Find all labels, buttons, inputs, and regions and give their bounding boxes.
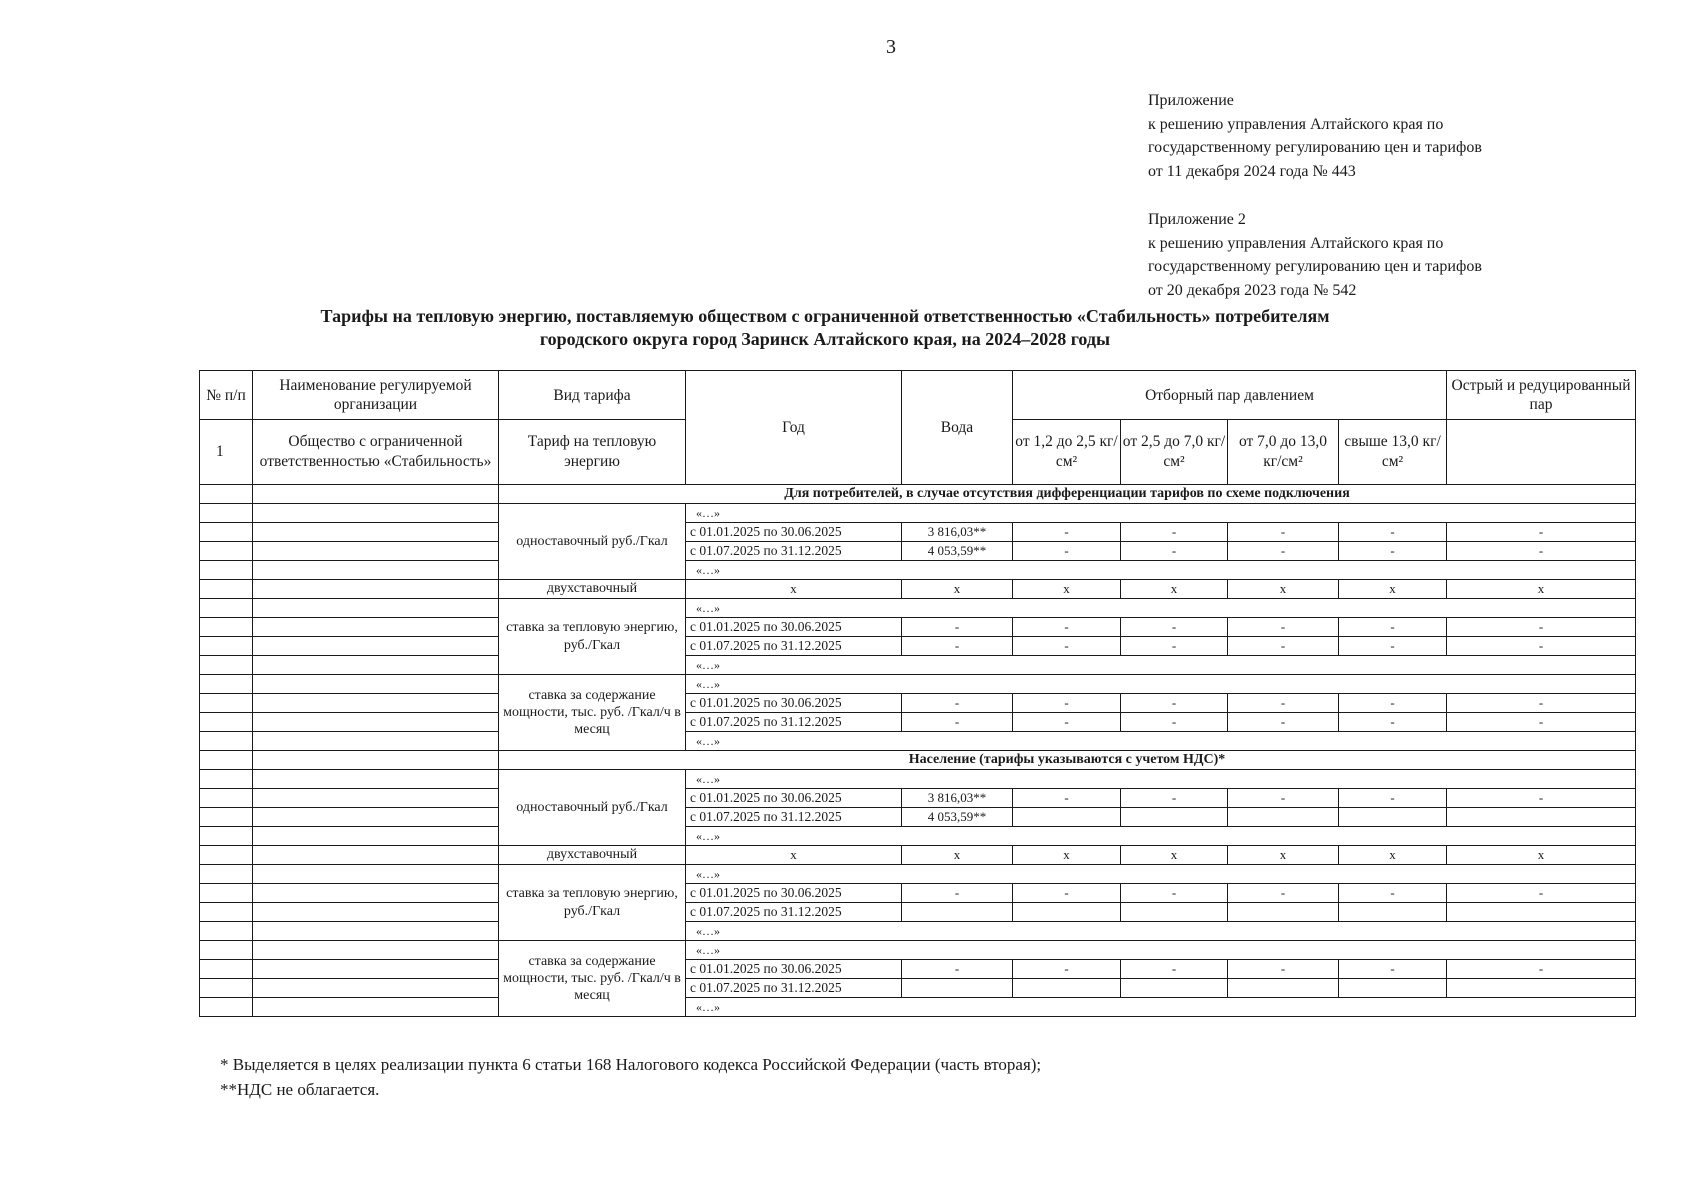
- appendix-2-line: Приложение 2: [1148, 211, 1246, 228]
- value-cell: [1339, 808, 1447, 827]
- cross-cell: х: [1447, 846, 1636, 865]
- value-cell: -: [1447, 523, 1636, 542]
- value-cell: -: [1339, 960, 1447, 979]
- value-cell: -: [1447, 542, 1636, 561]
- table-row: [200, 599, 1636, 618]
- value-cell: -: [1228, 789, 1339, 808]
- value-cell: -: [1339, 637, 1447, 656]
- table-row: [200, 637, 1636, 656]
- tariff-table: [199, 370, 1636, 1017]
- period-cell: с 01.07.2025 по 31.12.2025: [686, 542, 902, 561]
- value-cell: -: [1228, 884, 1339, 903]
- period-cell: с 01.01.2025 по 30.06.2025: [686, 694, 902, 713]
- table-row: [200, 656, 1636, 675]
- value-cell: -: [902, 960, 1013, 979]
- table-row: [200, 922, 1636, 941]
- value-cell: -: [1339, 694, 1447, 713]
- value-cell: -: [1339, 523, 1447, 542]
- value-cell: [1121, 979, 1228, 998]
- value-cell: -: [1228, 637, 1339, 656]
- header-year: Год: [686, 371, 902, 485]
- ellipsis-cell: «…»: [686, 770, 1636, 789]
- header-steam: Отборный пар давлением: [1013, 371, 1447, 420]
- value-cell: [1013, 903, 1121, 922]
- value-cell: -: [1013, 542, 1121, 561]
- appendix-2-line: государственному регулированию цен и тарифов: [1148, 258, 1482, 275]
- water-cell: 4 053,59**: [902, 808, 1013, 827]
- value-cell: -: [1447, 637, 1636, 656]
- value-cell: -: [1013, 637, 1121, 656]
- value-cell: -: [1447, 960, 1636, 979]
- footnotes: [220, 1052, 1041, 1102]
- appendix-2-block: [1148, 208, 1482, 302]
- value-cell: [1447, 808, 1636, 827]
- tariff-type-cell: ставка за содержание мощности, тыс. руб. /Гкал/ч в месяц: [499, 941, 686, 1017]
- ellipsis-cell: «…»: [686, 922, 1636, 941]
- appendix-2-line: от 20 декабря 2023 года № 542: [1148, 281, 1357, 299]
- ellipsis-cell: «…»: [686, 941, 1636, 960]
- cross-cell: х: [1339, 580, 1447, 599]
- table-row: [200, 960, 1636, 979]
- value-cell: [902, 979, 1013, 998]
- header-pressure-1: от 1,2 до 2,5 кг/см²: [1013, 420, 1121, 485]
- period-cell: с 01.01.2025 по 30.06.2025: [686, 884, 902, 903]
- table-row: [200, 941, 1636, 960]
- value-cell: -: [902, 713, 1013, 732]
- table-row: [200, 504, 1636, 523]
- table-row: [200, 580, 1636, 599]
- footnote-1: * Выделяется в целях реализации пункта 6 статьи 168 Налогового кодекса Российской Федерации (часть вторая);: [220, 1055, 1042, 1074]
- ellipsis-cell: «…»: [686, 865, 1636, 884]
- title-line-2: городского округа город Заринск Алтайского края, на 2024–2028 годы: [539, 329, 1111, 349]
- table-row: [200, 675, 1636, 694]
- section-title: Население (тарифы указываются с учетом НДС)*: [499, 751, 1636, 770]
- header-water: Вода: [902, 371, 1013, 485]
- value-cell: -: [1228, 713, 1339, 732]
- value-cell: -: [1121, 713, 1228, 732]
- period-cell: с 01.01.2025 по 30.06.2025: [686, 618, 902, 637]
- cross-cell: х: [1121, 846, 1228, 865]
- value-cell: -: [1228, 523, 1339, 542]
- value-cell: -: [1228, 960, 1339, 979]
- value-cell: -: [902, 637, 1013, 656]
- value-cell: -: [1013, 694, 1121, 713]
- water-cell: 3 816,03**: [902, 789, 1013, 808]
- value-cell: -: [1121, 884, 1228, 903]
- header-pressure-2: от 2,5 до 7,0 кг/см²: [1121, 420, 1228, 485]
- header-pressure-3: от 7,0 до 13,0 кг/см²: [1228, 420, 1339, 485]
- title-line-1: Тарифы на тепловую энергию, поставляемую обществом с ограниченной ответственностью «Стабильность» потребителям: [320, 306, 1330, 326]
- value-cell: -: [1339, 789, 1447, 808]
- value-cell: [1228, 903, 1339, 922]
- value-cell: -: [902, 618, 1013, 637]
- cross-cell: х: [1121, 580, 1228, 599]
- value-cell: -: [1447, 789, 1636, 808]
- page-number: 3: [886, 36, 896, 58]
- ellipsis-cell: «…»: [686, 732, 1636, 751]
- table-row: [200, 808, 1636, 827]
- header-tariff-type: Вид тарифа: [499, 371, 686, 420]
- cross-cell: х: [1228, 846, 1339, 865]
- table-row: [200, 903, 1636, 922]
- value-cell: -: [1013, 884, 1121, 903]
- period-cell: с 01.07.2025 по 31.12.2025: [686, 979, 902, 998]
- table-row: [200, 713, 1636, 732]
- table-row: [200, 789, 1636, 808]
- value-cell: -: [1447, 618, 1636, 637]
- value-cell: -: [1121, 542, 1228, 561]
- header-sharp-steam: Острый и редуцированный пар: [1447, 371, 1636, 420]
- cross-cell: х: [686, 580, 902, 599]
- value-cell: -: [1447, 884, 1636, 903]
- period-cell: с 01.07.2025 по 31.12.2025: [686, 713, 902, 732]
- value-cell: -: [1447, 713, 1636, 732]
- value-cell: -: [902, 694, 1013, 713]
- table-row: [200, 846, 1636, 865]
- value-cell: -: [1121, 618, 1228, 637]
- table-row: [200, 770, 1636, 789]
- value-cell: -: [1339, 713, 1447, 732]
- period-cell: с 01.01.2025 по 30.06.2025: [686, 789, 902, 808]
- ellipsis-cell: «…»: [686, 561, 1636, 580]
- value-cell: -: [1121, 523, 1228, 542]
- value-cell: -: [1121, 789, 1228, 808]
- cross-cell: х: [1339, 846, 1447, 865]
- value-cell: [1447, 979, 1636, 998]
- value-cell: [1228, 808, 1339, 827]
- tariff-type-cell: ставка за содержание мощности, тыс. руб. /Гкал/ч в месяц: [499, 675, 686, 751]
- table-row: [200, 884, 1636, 903]
- header-num: № п/п: [200, 371, 253, 420]
- table-row: [200, 732, 1636, 751]
- cell-tariff: Тариф на тепловую энергию: [499, 420, 686, 485]
- value-cell: -: [1013, 523, 1121, 542]
- header-sharp-steam-empty: [1447, 420, 1636, 485]
- ellipsis-cell: «…»: [686, 504, 1636, 523]
- cell-org: Общество с ограниченной ответственностью «Стабильность»: [253, 420, 499, 485]
- header-pressure-4: свыше 13,0 кг/см²: [1339, 420, 1447, 485]
- cross-cell: х: [902, 580, 1013, 599]
- value-cell: -: [1228, 618, 1339, 637]
- ellipsis-cell: «…»: [686, 998, 1636, 1017]
- cross-cell: х: [1447, 580, 1636, 599]
- water-cell: 4 053,59**: [902, 542, 1013, 561]
- value-cell: -: [1121, 637, 1228, 656]
- table-row: [200, 979, 1636, 998]
- period-cell: с 01.01.2025 по 30.06.2025: [686, 960, 902, 979]
- appendix-1-line: Приложение: [1148, 92, 1234, 109]
- cross-cell: х: [1228, 580, 1339, 599]
- cross-cell: х: [902, 846, 1013, 865]
- period-cell: с 01.07.2025 по 31.12.2025: [686, 903, 902, 922]
- appendix-1-block: [1148, 89, 1482, 183]
- value-cell: [1339, 979, 1447, 998]
- value-cell: -: [1228, 694, 1339, 713]
- value-cell: -: [902, 884, 1013, 903]
- cross-cell: х: [1013, 580, 1121, 599]
- value-cell: -: [1121, 960, 1228, 979]
- value-cell: -: [1013, 618, 1121, 637]
- ellipsis-cell: «…»: [686, 656, 1636, 675]
- table-row: [200, 998, 1636, 1017]
- value-cell: [902, 903, 1013, 922]
- value-cell: -: [1121, 694, 1228, 713]
- tariff-type-cell: двухставочный: [499, 580, 686, 599]
- water-cell: 3 816,03**: [902, 523, 1013, 542]
- table-row: [200, 751, 1636, 770]
- value-cell: -: [1013, 789, 1121, 808]
- tariff-type-cell: двухставочный: [499, 846, 686, 865]
- value-cell: [1121, 808, 1228, 827]
- table-row: [200, 865, 1636, 884]
- table-row: [200, 694, 1636, 713]
- section-title: Для потребителей, в случае отсутствия дифференциации тарифов по схеме подключения: [499, 485, 1636, 504]
- header-org: Наименование регулируемой организации: [253, 371, 499, 420]
- period-cell: с 01.01.2025 по 30.06.2025: [686, 523, 902, 542]
- value-cell: [1013, 979, 1121, 998]
- period-cell: с 01.07.2025 по 31.12.2025: [686, 808, 902, 827]
- value-cell: -: [1447, 694, 1636, 713]
- appendix-2-line: к решению управления Алтайского края по: [1148, 234, 1444, 252]
- ellipsis-cell: «…»: [686, 827, 1636, 846]
- value-cell: [1121, 903, 1228, 922]
- ellipsis-cell: «…»: [686, 675, 1636, 694]
- value-cell: -: [1013, 713, 1121, 732]
- period-cell: с 01.07.2025 по 31.12.2025: [686, 637, 902, 656]
- cross-cell: х: [1013, 846, 1121, 865]
- appendix-1-line: к решению управления Алтайского края по: [1148, 115, 1444, 133]
- value-cell: [1228, 979, 1339, 998]
- footnote-2: **НДС не облагается.: [220, 1080, 380, 1099]
- appendix-1-line: государственному регулированию цен и тарифов: [1148, 139, 1482, 156]
- header-row-1: [200, 371, 1636, 420]
- tariff-type-cell: одноставочный руб./Гкал: [499, 504, 686, 580]
- table-row: [200, 618, 1636, 637]
- table-row: [200, 485, 1636, 504]
- value-cell: [1013, 808, 1121, 827]
- ellipsis-cell: «…»: [686, 599, 1636, 618]
- value-cell: [1447, 903, 1636, 922]
- appendix-1-line: от 11 декабря 2024 года № 443: [1148, 162, 1356, 180]
- table-row: [200, 523, 1636, 542]
- value-cell: -: [1228, 542, 1339, 561]
- tariff-type-cell: ставка за тепловую энергию, руб./Гкал: [499, 599, 686, 675]
- value-cell: -: [1339, 618, 1447, 637]
- tariff-type-cell: ставка за тепловую энергию, руб./Гкал: [499, 865, 686, 941]
- value-cell: -: [1339, 542, 1447, 561]
- tariff-type-cell: одноставочный руб./Гкал: [499, 770, 686, 846]
- table-row: [200, 827, 1636, 846]
- document-title: [190, 305, 1460, 351]
- value-cell: -: [1013, 960, 1121, 979]
- table-row: [200, 542, 1636, 561]
- value-cell: -: [1339, 884, 1447, 903]
- cross-cell: х: [686, 846, 902, 865]
- cell-num: 1: [200, 420, 253, 485]
- table-row: [200, 561, 1636, 580]
- value-cell: [1339, 903, 1447, 922]
